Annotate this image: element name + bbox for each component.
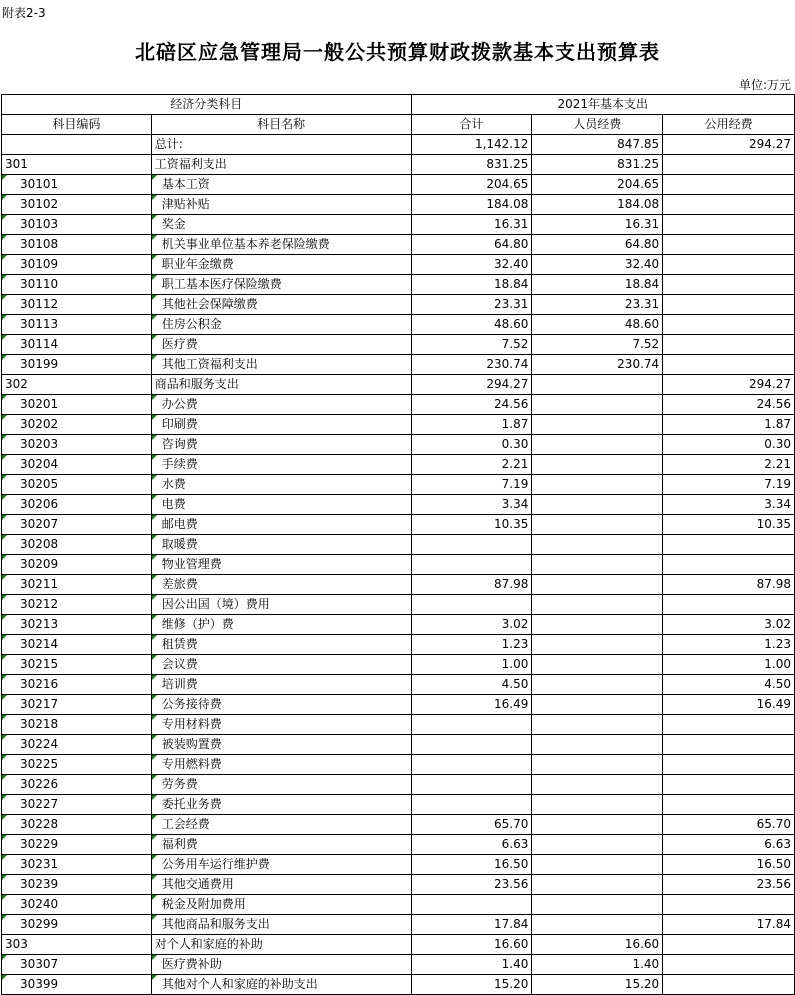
table-row [2, 775, 795, 795]
cell-public: 87.98 [663, 575, 795, 595]
cell-personnel [532, 775, 663, 795]
cell-code: 30226 [2, 775, 152, 795]
cell-code: 30307 [2, 955, 152, 975]
cell-total: 23.56 [411, 875, 532, 895]
cell-code: 30239 [2, 875, 152, 895]
table-row [2, 575, 795, 595]
cell-total [411, 715, 532, 735]
table-row [2, 315, 795, 335]
cell-public [663, 895, 795, 915]
cell-total: 1,142.12 [411, 135, 532, 155]
cell-total: 18.84 [411, 275, 532, 295]
cell-code: 30109 [2, 255, 152, 275]
cell-personnel [532, 415, 663, 435]
cell-code: 30101 [2, 175, 152, 195]
header-code: 科目编码 [2, 115, 152, 135]
cell-total: 3.34 [411, 495, 532, 515]
cell-name: 住房公积金 [151, 315, 411, 335]
cell-total: 17.84 [411, 915, 532, 935]
cell-total: 204.65 [411, 175, 532, 195]
cell-public [663, 155, 795, 175]
cell-code: 303 [2, 935, 152, 955]
cell-code: 30110 [2, 275, 152, 295]
table-row [2, 275, 795, 295]
header-total: 合计 [411, 115, 532, 135]
table-row [2, 255, 795, 275]
attachment-label: 附表2-3 [2, 6, 46, 20]
table-row [2, 475, 795, 495]
table-row [2, 215, 795, 235]
cell-total: 23.31 [411, 295, 532, 315]
cell-personnel: 184.08 [532, 195, 663, 215]
cell-personnel: 204.65 [532, 175, 663, 195]
cell-personnel [532, 695, 663, 715]
cell-personnel: 32.40 [532, 255, 663, 275]
cell-code: 30216 [2, 675, 152, 695]
table-row [2, 535, 795, 555]
cell-name: 劳务费 [151, 775, 411, 795]
cell-code: 30208 [2, 535, 152, 555]
cell-public [663, 295, 795, 315]
cell-name: 工资福利支出 [151, 155, 411, 175]
cell-public [663, 755, 795, 775]
cell-code: 30108 [2, 235, 152, 255]
table-row [2, 195, 795, 215]
cell-personnel: 1.40 [532, 955, 663, 975]
cell-total [411, 735, 532, 755]
cell-public [663, 955, 795, 975]
cell-total: 16.49 [411, 695, 532, 715]
cell-name: 印刷费 [151, 415, 411, 435]
cell-public: 7.19 [663, 475, 795, 495]
cell-total: 230.74 [411, 355, 532, 375]
cell-total: 294.27 [411, 375, 532, 395]
cell-code: 302 [2, 375, 152, 395]
cell-name: 职业年金缴费 [151, 255, 411, 275]
cell-name: 被装购置费 [151, 735, 411, 755]
cell-name: 咨询费 [151, 435, 411, 455]
cell-personnel [532, 535, 663, 555]
cell-total: 184.08 [411, 195, 532, 215]
cell-personnel [532, 815, 663, 835]
cell-total: 2.21 [411, 455, 532, 475]
cell-public [663, 315, 795, 335]
cell-code: 30206 [2, 495, 152, 515]
table-row [2, 755, 795, 775]
cell-personnel: 7.52 [532, 335, 663, 355]
table-row [2, 935, 795, 955]
cell-total: 15.20 [411, 975, 532, 995]
table-row [2, 395, 795, 415]
header-basic-expenditure: 2021年基本支出 [411, 95, 794, 115]
cell-public: 24.56 [663, 395, 795, 415]
cell-name: 奖金 [151, 215, 411, 235]
cell-personnel [532, 495, 663, 515]
table-row [2, 595, 795, 615]
cell-personnel: 15.20 [532, 975, 663, 995]
cell-total [411, 775, 532, 795]
cell-personnel [532, 455, 663, 475]
table-row [2, 375, 795, 395]
table-row [2, 455, 795, 475]
header-personnel: 人员经费 [532, 115, 663, 135]
cell-code: 30212 [2, 595, 152, 615]
cell-personnel: 831.25 [532, 155, 663, 175]
cell-public: 16.50 [663, 855, 795, 875]
cell-total: 48.60 [411, 315, 532, 335]
cell-total: 87.98 [411, 575, 532, 595]
cell-name: 专用燃料费 [151, 755, 411, 775]
cell-personnel [532, 675, 663, 695]
table-row [2, 655, 795, 675]
cell-public [663, 715, 795, 735]
cell-total: 7.52 [411, 335, 532, 355]
cell-total: 16.31 [411, 215, 532, 235]
cell-public [663, 235, 795, 255]
cell-code: 30112 [2, 295, 152, 315]
cell-public [663, 975, 795, 995]
cell-name: 专用材料费 [151, 715, 411, 735]
cell-total: 0.30 [411, 435, 532, 455]
cell-personnel [532, 755, 663, 775]
cell-public [663, 215, 795, 235]
cell-name: 邮电费 [151, 515, 411, 535]
cell-personnel: 847.85 [532, 135, 663, 155]
cell-name: 手续费 [151, 455, 411, 475]
cell-code: 30240 [2, 895, 152, 915]
cell-code: 30113 [2, 315, 152, 335]
cell-total: 16.50 [411, 855, 532, 875]
cell-public [663, 735, 795, 755]
cell-name: 因公出国（境）费用 [151, 595, 411, 615]
cell-public [663, 795, 795, 815]
cell-name: 其他工资福利支出 [151, 355, 411, 375]
cell-total: 831.25 [411, 155, 532, 175]
cell-total [411, 755, 532, 775]
cell-code [2, 135, 152, 155]
cell-total: 16.60 [411, 935, 532, 955]
cell-total: 1.87 [411, 415, 532, 435]
cell-code: 30199 [2, 355, 152, 375]
cell-code: 30227 [2, 795, 152, 815]
cell-code: 30114 [2, 335, 152, 355]
table-row [2, 635, 795, 655]
cell-name: 商品和服务支出 [151, 375, 411, 395]
cell-public [663, 335, 795, 355]
unit-label: 单位:万元 [738, 78, 791, 92]
cell-code: 30202 [2, 415, 152, 435]
cell-code: 30207 [2, 515, 152, 535]
cell-public: 1.23 [663, 635, 795, 655]
cell-public [663, 275, 795, 295]
table-row [2, 355, 795, 375]
cell-public: 2.21 [663, 455, 795, 475]
table-row [2, 135, 795, 155]
cell-public: 1.00 [663, 655, 795, 675]
cell-personnel: 64.80 [532, 235, 663, 255]
cell-public [663, 175, 795, 195]
cell-code: 30228 [2, 815, 152, 835]
cell-name: 税金及附加费用 [151, 895, 411, 915]
cell-code: 30102 [2, 195, 152, 215]
cell-public: 3.02 [663, 615, 795, 635]
cell-name: 基本工资 [151, 175, 411, 195]
cell-code: 30201 [2, 395, 152, 415]
cell-personnel [532, 375, 663, 395]
table-row [2, 615, 795, 635]
table-row [2, 235, 795, 255]
cell-public: 65.70 [663, 815, 795, 835]
cell-total: 32.40 [411, 255, 532, 275]
table-row [2, 895, 795, 915]
cell-name: 津贴补贴 [151, 195, 411, 215]
cell-name: 办公费 [151, 395, 411, 415]
cell-code: 30229 [2, 835, 152, 855]
cell-code: 30224 [2, 735, 152, 755]
cell-personnel: 16.60 [532, 935, 663, 955]
table-row [2, 675, 795, 695]
cell-code: 30299 [2, 915, 152, 935]
cell-personnel [532, 575, 663, 595]
table-row [2, 855, 795, 875]
cell-name: 公务接待费 [151, 695, 411, 715]
cell-total [411, 535, 532, 555]
cell-total: 1.00 [411, 655, 532, 675]
cell-name: 培训费 [151, 675, 411, 695]
cell-code: 30213 [2, 615, 152, 635]
cell-total [411, 795, 532, 815]
cell-personnel [532, 435, 663, 455]
cell-public: 4.50 [663, 675, 795, 695]
table-row [2, 435, 795, 455]
cell-personnel [532, 795, 663, 815]
table-row [2, 975, 795, 995]
cell-code: 30205 [2, 475, 152, 495]
cell-total [411, 555, 532, 575]
cell-public: 1.87 [663, 415, 795, 435]
cell-public [663, 935, 795, 955]
cell-public: 6.63 [663, 835, 795, 855]
cell-code: 30103 [2, 215, 152, 235]
cell-personnel: 48.60 [532, 315, 663, 335]
cell-personnel: 18.84 [532, 275, 663, 295]
cell-total: 65.70 [411, 815, 532, 835]
cell-code: 30218 [2, 715, 152, 735]
cell-public: 294.27 [663, 375, 795, 395]
table-row [2, 955, 795, 975]
header-public: 公用经费 [663, 115, 795, 135]
cell-name: 职工基本医疗保险缴费 [151, 275, 411, 295]
cell-code: 301 [2, 155, 152, 175]
cell-name: 总计: [151, 135, 411, 155]
cell-code: 30214 [2, 635, 152, 655]
cell-name: 会议费 [151, 655, 411, 675]
table-row [2, 555, 795, 575]
table-row [2, 695, 795, 715]
cell-total: 64.80 [411, 235, 532, 255]
table-row [2, 735, 795, 755]
cell-personnel: 23.31 [532, 295, 663, 315]
cell-personnel [532, 595, 663, 615]
table-row [2, 915, 795, 935]
cell-name: 维修（护）费 [151, 615, 411, 635]
table-row [2, 875, 795, 895]
table-row [2, 515, 795, 535]
cell-personnel [532, 475, 663, 495]
cell-name: 对个人和家庭的补助 [151, 935, 411, 955]
table-row [2, 715, 795, 735]
table-row [2, 155, 795, 175]
cell-total: 24.56 [411, 395, 532, 415]
cell-total: 10.35 [411, 515, 532, 535]
table-row [2, 495, 795, 515]
cell-personnel [532, 895, 663, 915]
cell-personnel [532, 835, 663, 855]
cell-name: 其他对个人和家庭的补助支出 [151, 975, 411, 995]
table-row [2, 335, 795, 355]
cell-public [663, 595, 795, 615]
cell-name: 医疗费 [151, 335, 411, 355]
header-economic-class: 经济分类科目 [2, 95, 412, 115]
table-row [2, 815, 795, 835]
cell-personnel [532, 395, 663, 415]
cell-public: 16.49 [663, 695, 795, 715]
cell-public: 17.84 [663, 915, 795, 935]
table-row [2, 835, 795, 855]
cell-public [663, 535, 795, 555]
budget-table [1, 94, 795, 995]
cell-name: 差旅费 [151, 575, 411, 595]
cell-code: 30225 [2, 755, 152, 775]
table-row [2, 795, 795, 815]
cell-name: 机关事业单位基本养老保险缴费 [151, 235, 411, 255]
cell-public [663, 775, 795, 795]
cell-total: 6.63 [411, 835, 532, 855]
cell-public: 0.30 [663, 435, 795, 455]
header-row-columns [2, 115, 795, 135]
cell-name: 工会经费 [151, 815, 411, 835]
cell-public: 294.27 [663, 135, 795, 155]
cell-code: 30203 [2, 435, 152, 455]
table-row [2, 175, 795, 195]
cell-name: 取暖费 [151, 535, 411, 555]
cell-personnel [532, 555, 663, 575]
cell-personnel [532, 615, 663, 635]
cell-name: 其他商品和服务支出 [151, 915, 411, 935]
table-body [2, 135, 795, 995]
cell-public: 3.34 [663, 495, 795, 515]
cell-code: 30399 [2, 975, 152, 995]
cell-total: 3.02 [411, 615, 532, 635]
header-row-group [2, 95, 795, 115]
cell-name: 租赁费 [151, 635, 411, 655]
cell-total: 7.19 [411, 475, 532, 495]
cell-code: 30215 [2, 655, 152, 675]
cell-code: 30209 [2, 555, 152, 575]
table-row [2, 415, 795, 435]
cell-public [663, 195, 795, 215]
cell-total: 1.40 [411, 955, 532, 975]
cell-name: 委托业务费 [151, 795, 411, 815]
cell-name: 水费 [151, 475, 411, 495]
cell-total [411, 895, 532, 915]
cell-public: 23.56 [663, 875, 795, 895]
cell-name: 其他交通费用 [151, 875, 411, 895]
cell-name: 物业管理费 [151, 555, 411, 575]
header-name: 科目名称 [151, 115, 411, 135]
table-row [2, 295, 795, 315]
cell-code: 30231 [2, 855, 152, 875]
cell-code: 30211 [2, 575, 152, 595]
cell-code: 30204 [2, 455, 152, 475]
cell-total: 4.50 [411, 675, 532, 695]
cell-public: 10.35 [663, 515, 795, 535]
cell-public [663, 255, 795, 275]
cell-code: 30217 [2, 695, 152, 715]
cell-name: 医疗费补助 [151, 955, 411, 975]
cell-personnel: 230.74 [532, 355, 663, 375]
cell-personnel [532, 655, 663, 675]
cell-personnel: 16.31 [532, 215, 663, 235]
cell-personnel [532, 855, 663, 875]
cell-name: 其他社会保障缴费 [151, 295, 411, 315]
page-title: 北碚区应急管理局一般公共预算财政拨款基本支出预算表 [135, 40, 660, 64]
cell-personnel [532, 515, 663, 535]
cell-total [411, 595, 532, 615]
cell-personnel [532, 735, 663, 755]
cell-public [663, 555, 795, 575]
cell-public [663, 355, 795, 375]
cell-name: 电费 [151, 495, 411, 515]
cell-personnel [532, 875, 663, 895]
cell-name: 公务用车运行维护费 [151, 855, 411, 875]
cell-name: 福利费 [151, 835, 411, 855]
cell-personnel [532, 635, 663, 655]
cell-personnel [532, 915, 663, 935]
cell-personnel [532, 715, 663, 735]
cell-total: 1.23 [411, 635, 532, 655]
